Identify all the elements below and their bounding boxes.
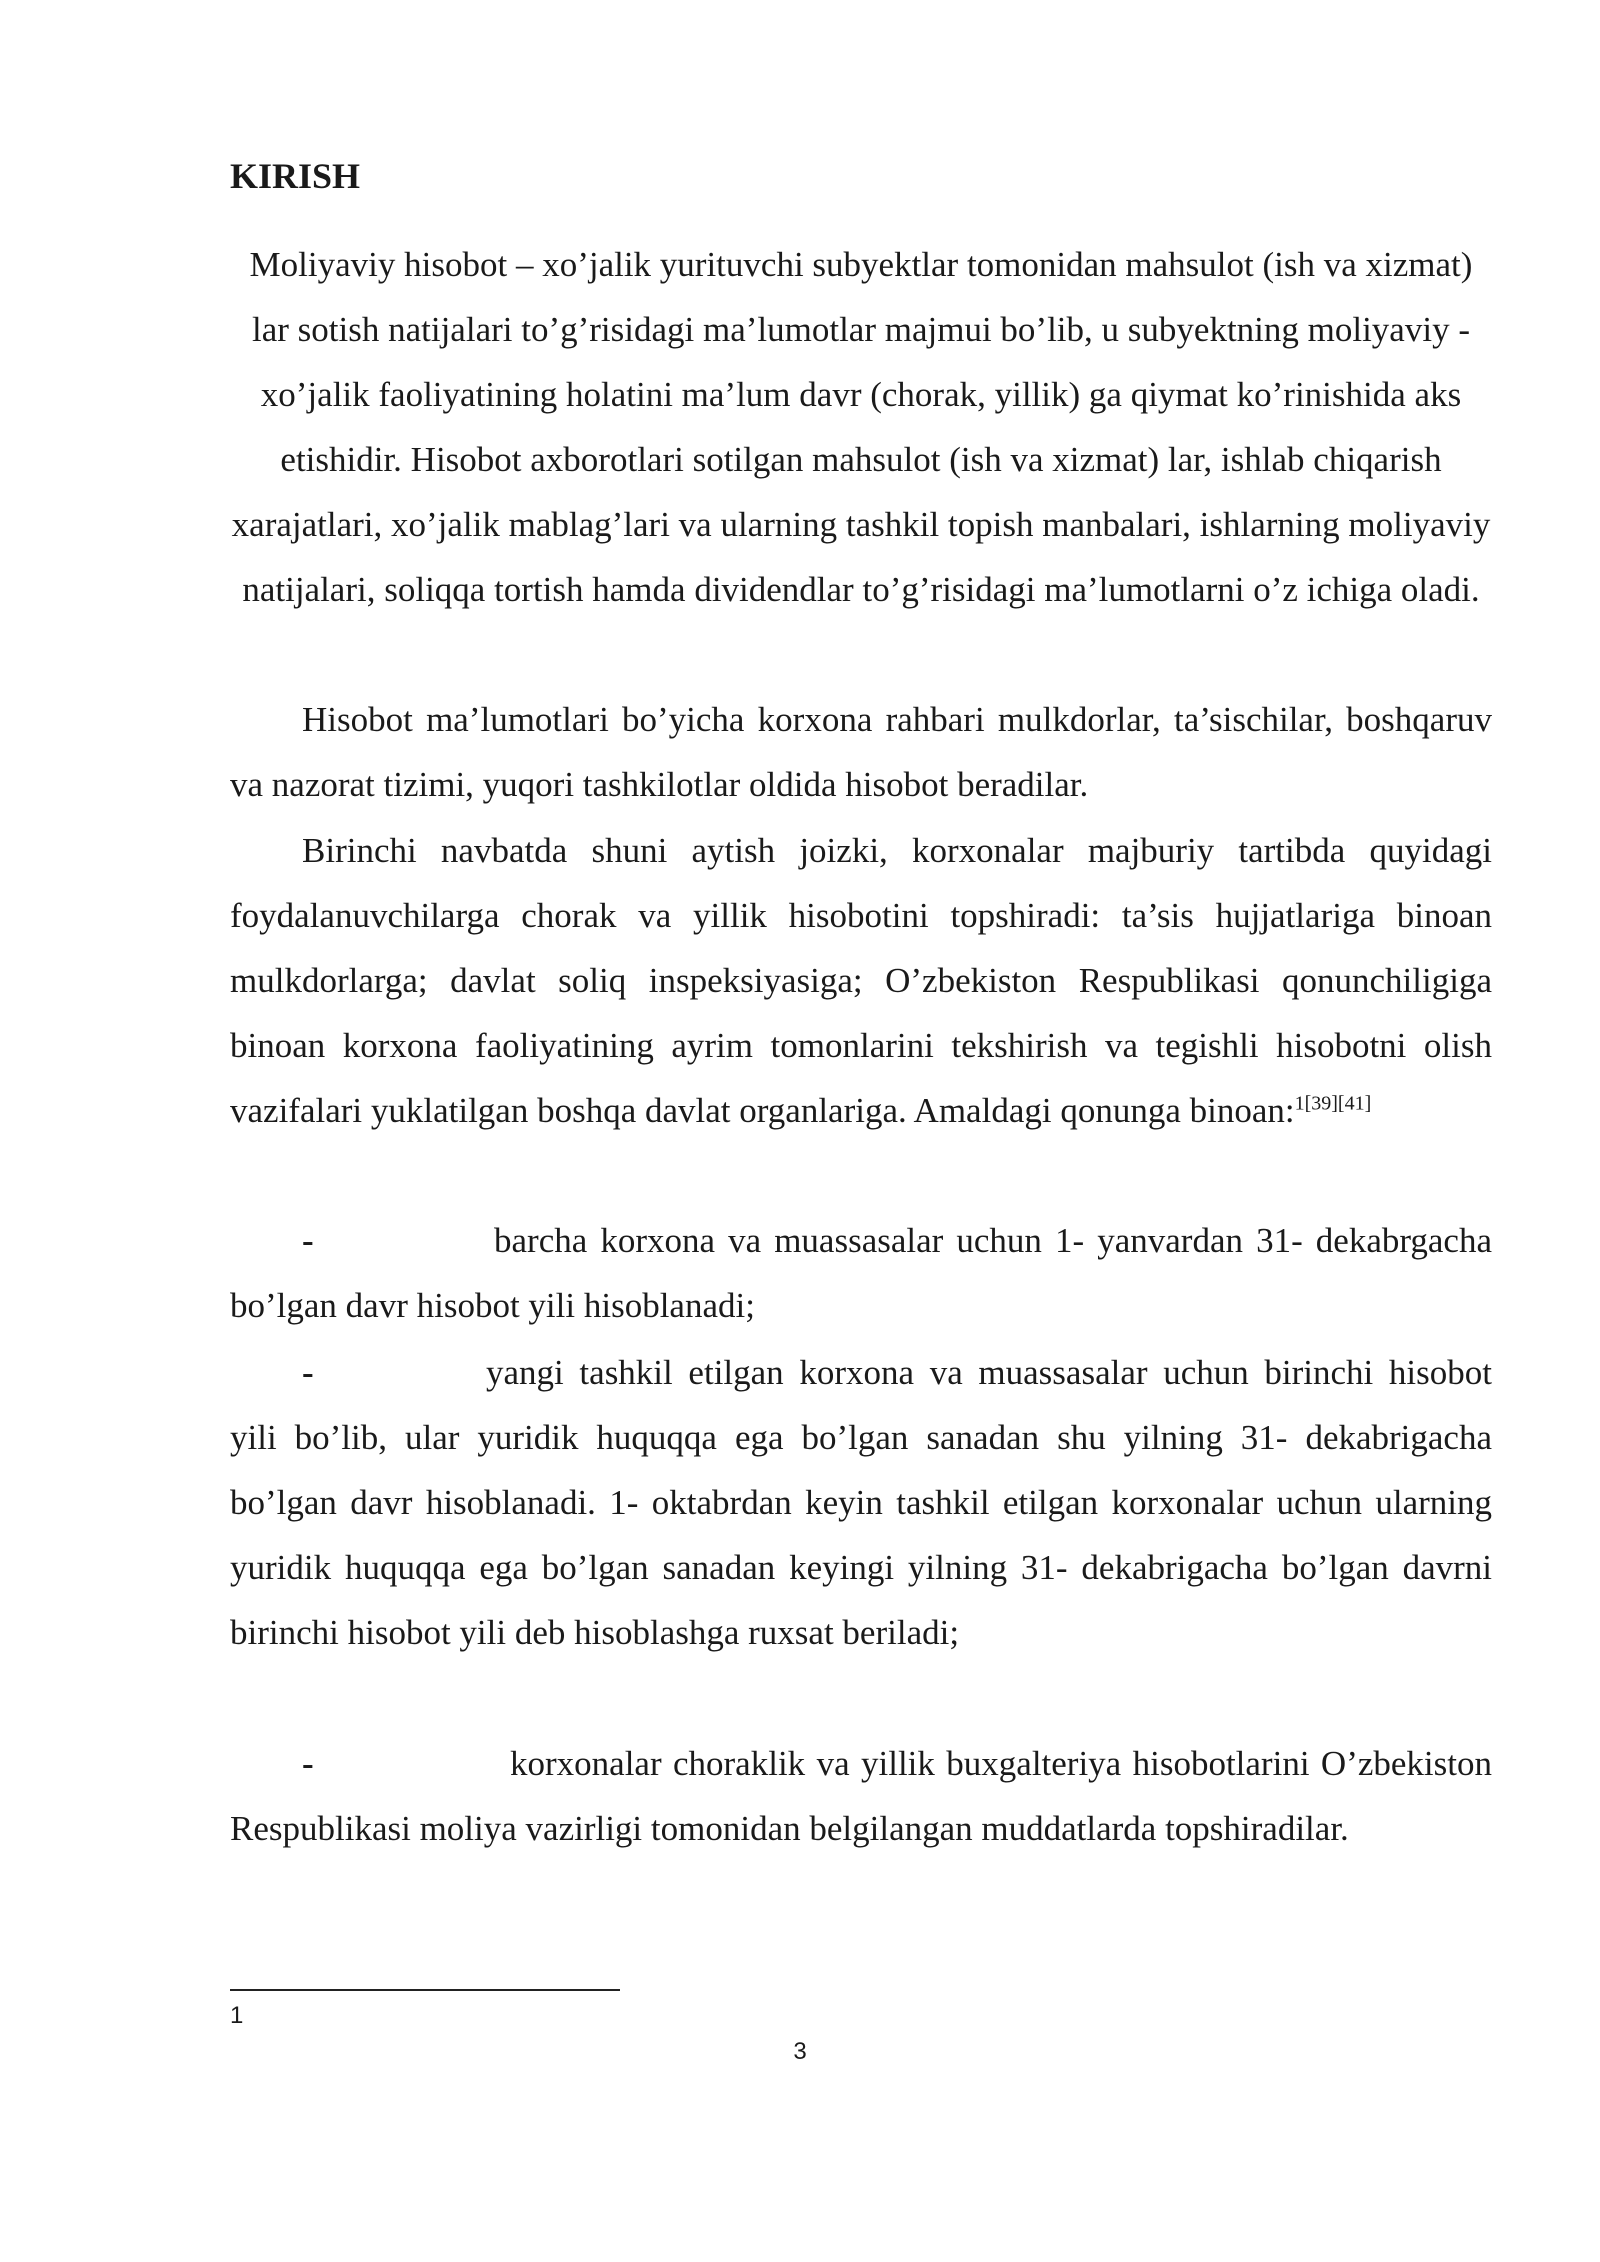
- list-marker: -: [302, 1744, 314, 1783]
- page-number: 3: [793, 2038, 807, 2065]
- list-marker: -: [302, 1221, 314, 1260]
- footnote-reference[interactable]: 1[39][41]: [1294, 1092, 1372, 1115]
- footnote-separator: [230, 1989, 620, 1991]
- page-heading: KIRISH: [230, 156, 361, 196]
- list-item-text: korxonalar choraklik va yillik buxgalteriya hisobotlarini O’zbekiston Respublikasi moliya vazirligi tomonidan belgilangan muddatlarda topshiradilar.: [230, 1744, 1492, 1848]
- second-paragraph: Hisobot ma’lumotlari bo’yicha korxona rahbari mulkdorlar, ta’sischilar, boshqaruv va nazorat tizimi, yuqori tashkilotlar oldida hisobot beradilar.: [230, 700, 1492, 804]
- list-item: [230, 1731, 1492, 1861]
- list-item-text: yangi tashkil etilgan korxona va muassasalar uchun birinchi hisobot yili bo’lib, ular yuridik huquqqa ega bo’lgan sanadan shu yilning 31- dekabrigacha bo’lgan davr hisoblanadi. 1- oktabrdan keyin tashkil etilgan korxonalar uchun ularning yuridik huquqqa ega bo’lgan sanadan keyingi yilning 31- dekabrigacha bo’lgan davrni birinchi hisobot yili deb hisoblashga ruxsat beriladi;: [230, 1353, 1492, 1652]
- footnote-number: 1: [230, 2002, 244, 2029]
- list-item-text: barcha korxona va muassasalar uchun 1- yanvardan 31- dekabrgacha bo’lgan davr hisobot yili hisoblanadi;: [230, 1221, 1492, 1325]
- list-item: [230, 1208, 1492, 1338]
- list-item: [230, 1340, 1492, 1665]
- third-paragraph-text: Birinchi navbatda shuni aytish joizki, korxonalar majburiy tartibda quyidagi foydalanuvchilarga chorak va yillik hisobotini topshiradi: ta’sis hujjatlariga binoan mulkdorlarga; davlat soliq inspeksiyasiga; O’zbekiston Respublikasi qonunchiligiga binoan korxona faoliyatining ayrim tomonlarini tekshirish va tegishli hisobotni olish vazifalari yuklatilgan boshqa davlat organlariga. Amaldagi qonunga binoan:: [230, 831, 1492, 1130]
- list-marker: -: [302, 1353, 314, 1392]
- third-paragraph: [230, 818, 1492, 1143]
- intro-paragraph: Moliyaviy hisobot – xo’jalik yurituvchi subyektlar tomonidan mahsulot (ish va xizmat) lar sotish natijalari to’g’risidagi ma’lumotlar majmui bo’lib, u subyektning moliyaviy -xo’jalik faoliyatining holatini ma’lum davr (chorak, yillik) ga qiymat ko’rinishida aks etishidir. Hisobot axborotlari sotilgan mahsulot (ish va xizmat) lar, ishlab chiqarish xarajatlari, xo’jalik mablag’lari va ularning tashkil topish manbalari, ishlarning moliyaviy natijalari, soliqqa tortish hamda dividendlar to’g’risidagi ma’lumotlarni o’z ichiga oladi.: [231, 245, 1491, 609]
